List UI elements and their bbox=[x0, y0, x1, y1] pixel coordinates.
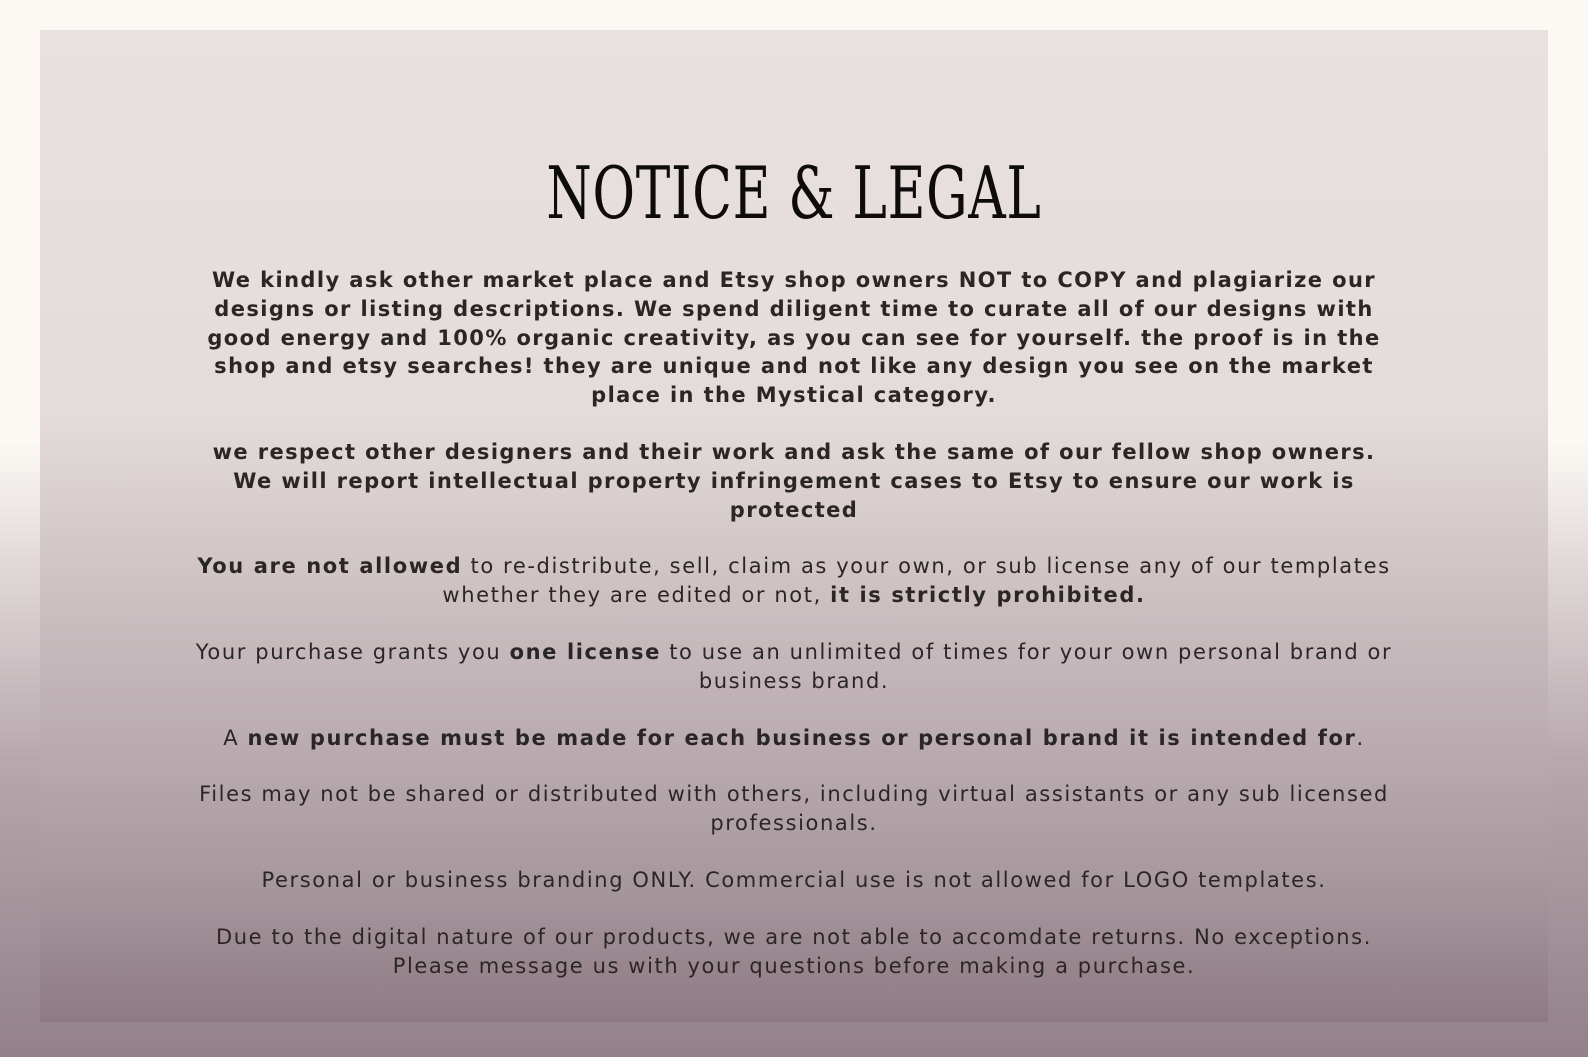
paragraph-new-purchase bbox=[190, 724, 1398, 753]
paragraph-sharing: Files may not be shared or distributed with others, including virtual assistants or any sub licensed professionals. bbox=[199, 782, 1389, 836]
paragraph-license bbox=[190, 638, 1398, 696]
paragraph-redistribution bbox=[190, 552, 1398, 610]
redistribution-bold-end: it is strictly prohibited. bbox=[830, 583, 1146, 608]
new-purchase-start: A bbox=[223, 725, 248, 750]
paragraph-branding-only: Personal or business branding ONLY. Commercial use is not allowed for LOGO templates. bbox=[261, 867, 1327, 892]
license-bold: one license bbox=[509, 639, 661, 664]
license-text-start: Your purchase grants you bbox=[195, 639, 510, 664]
redistribution-text: to re-distribute, sell, claim as your own, or sub license any of our templates whether they are edited or not, bbox=[442, 554, 1391, 608]
legal-body bbox=[190, 266, 1398, 1008]
paragraph-ip-respect: we respect other designers and their work and ask the same of our fellow shop owners. We will report intellectual property infringement cases to Etsy to ensure our work is protected bbox=[212, 439, 1376, 522]
new-purchase-end: . bbox=[1356, 725, 1365, 750]
license-text-end: to use an unlimited of times for your own personal brand or business brand. bbox=[660, 639, 1393, 693]
new-purchase-bold: new purchase must be made for each business or personal brand it is intended for bbox=[247, 725, 1357, 750]
page-title: NOTICE & LEGAL bbox=[546, 151, 1042, 235]
paragraph-copy-notice: We kindly ask other market place and Etsy shop owners NOT to COPY and plagiarize our designs or listing descriptions. We spend diligent time to curate all of our designs with good energy and 100% organic creativity, as you can see for yourself. the proof is in the shop and etsy searches! they are unique and not like any design you see on the market place in the Mystical category. bbox=[207, 268, 1381, 408]
redistribution-bold-start: You are not allowed bbox=[197, 554, 463, 579]
notice-panel bbox=[40, 30, 1548, 1022]
paragraph-returns: Due to the digital nature of our products, we are not able to accomdate returns. No exceptions. Please message us with your questions before making a purchase. bbox=[216, 924, 1372, 978]
